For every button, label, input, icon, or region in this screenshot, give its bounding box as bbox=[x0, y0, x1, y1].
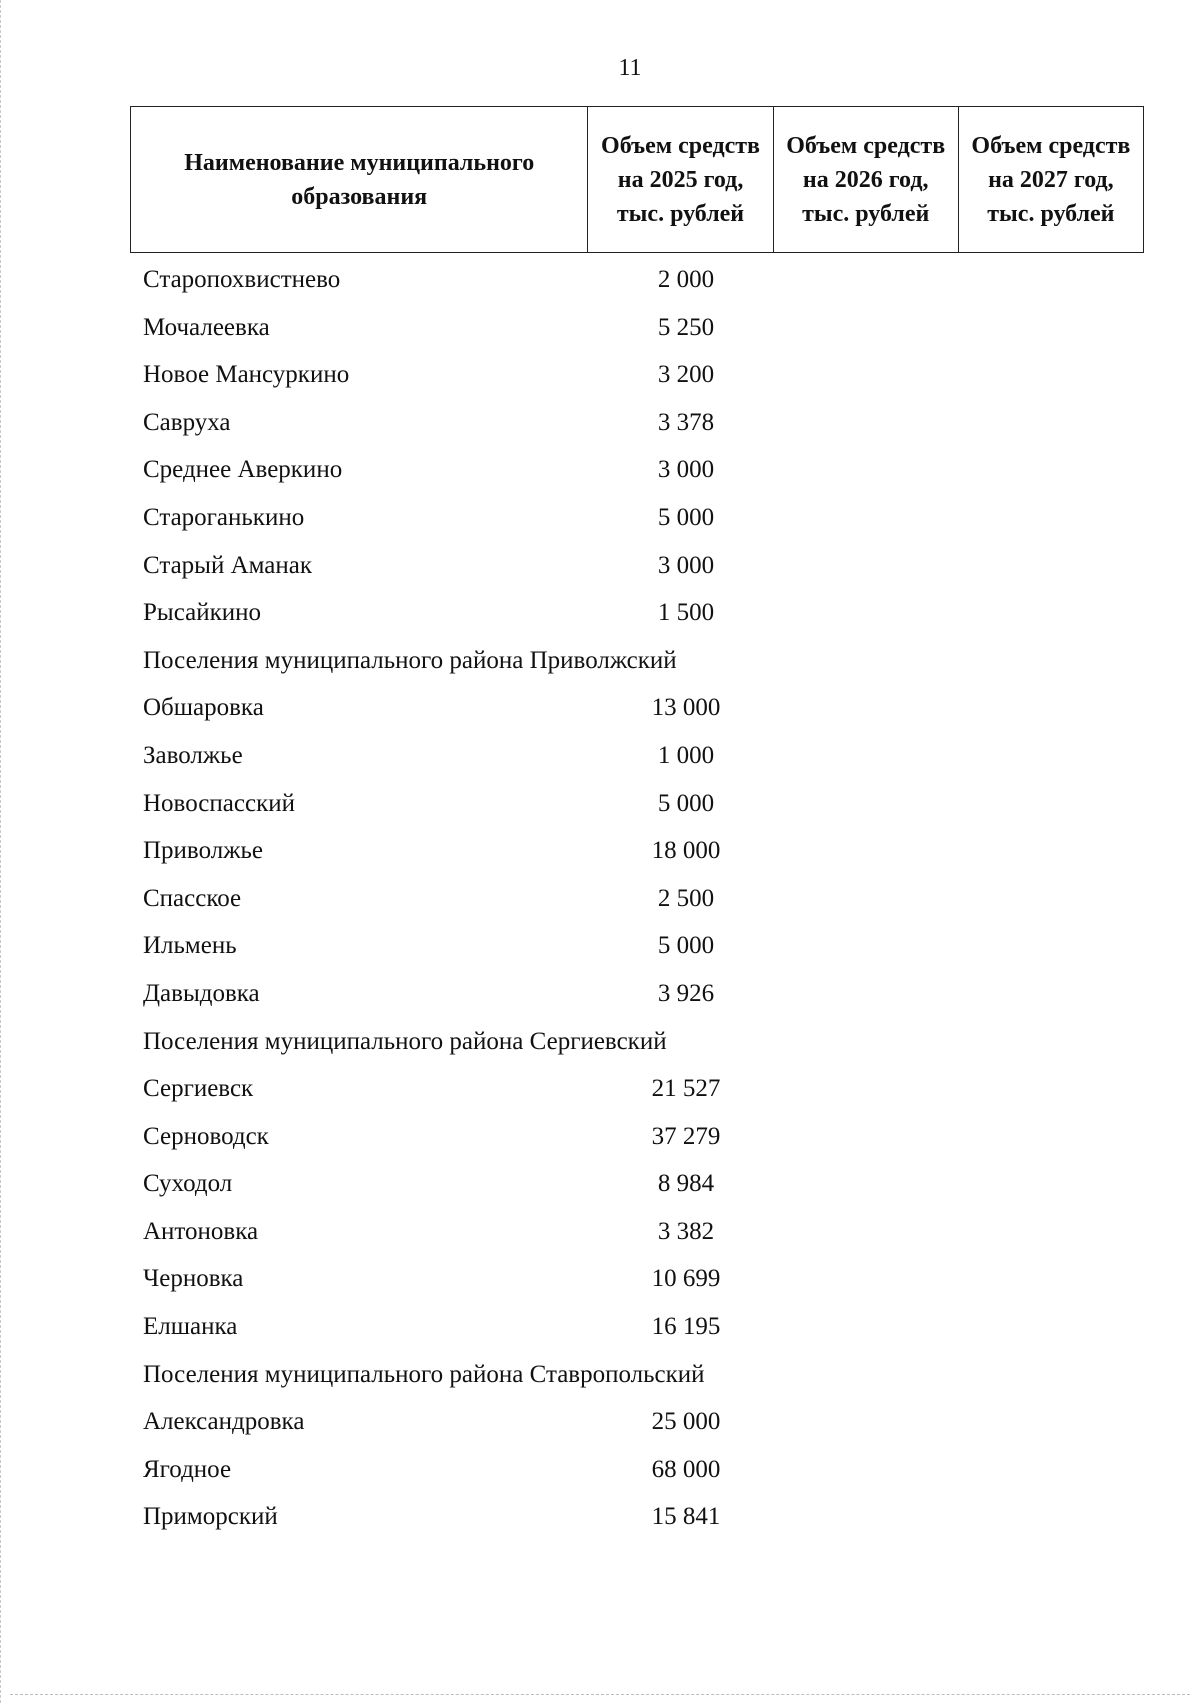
table-row bbox=[0, 827, 1200, 875]
amount-2025: 5 000 bbox=[657, 789, 715, 817]
amount-2025: 3 000 bbox=[657, 456, 715, 484]
amount-2025: 1 000 bbox=[657, 741, 715, 769]
municipality-name: Спасское bbox=[143, 884, 242, 912]
amount-2025: 5 000 bbox=[657, 932, 715, 960]
municipality-name: Черновка bbox=[143, 1265, 244, 1293]
municipality-name: Сергиевск bbox=[143, 1075, 254, 1103]
table-row bbox=[0, 494, 1200, 542]
amount-2025: 68 000 bbox=[651, 1455, 721, 1483]
municipality-name: Новое Мансуркино bbox=[143, 361, 350, 389]
municipality-name: Староганькино bbox=[143, 503, 305, 531]
amount-2025: 3 200 bbox=[657, 361, 715, 389]
amount-2025: 1 500 bbox=[657, 599, 715, 627]
table-row bbox=[0, 1065, 1200, 1113]
table-row bbox=[0, 1493, 1200, 1541]
amount-2025: 16 195 bbox=[651, 1313, 721, 1341]
table-row bbox=[0, 732, 1200, 780]
header-municipality-name: Наименование муниципального образования bbox=[131, 107, 588, 253]
amount-2025: 25 000 bbox=[651, 1408, 721, 1436]
table-row bbox=[0, 256, 1200, 304]
table-row bbox=[0, 1208, 1200, 1256]
header-amount-2025: Объем средств на 2025 год, тыс. рублей bbox=[588, 107, 773, 253]
table-row bbox=[0, 446, 1200, 494]
municipality-name: Серноводск bbox=[143, 1122, 269, 1150]
amount-2025: 21 527 bbox=[651, 1075, 721, 1103]
municipality-name: Давыдовка bbox=[143, 979, 260, 1007]
header-amount-2026: Объем средств на 2026 год, тыс. рублей bbox=[773, 107, 958, 253]
amount-2025: 18 000 bbox=[651, 837, 721, 865]
amount-2025: 10 699 bbox=[651, 1265, 721, 1293]
amount-2025: 3 000 bbox=[657, 551, 715, 579]
group-heading-row bbox=[0, 1351, 1200, 1399]
municipality-name: Антоновка bbox=[143, 1217, 259, 1245]
table-row bbox=[0, 875, 1200, 923]
municipality-name: Обшаровка bbox=[143, 694, 264, 722]
amount-2025: 3 382 bbox=[657, 1217, 715, 1245]
municipality-name: Приморский bbox=[143, 1503, 278, 1531]
table-row bbox=[0, 542, 1200, 590]
amount-2025: 15 841 bbox=[651, 1503, 721, 1531]
municipality-name: Савруха bbox=[143, 408, 231, 436]
municipality-name: Мочалеевка bbox=[143, 313, 270, 341]
amount-2025: 13 000 bbox=[651, 694, 721, 722]
table-body bbox=[0, 256, 1200, 1541]
municipality-name: Старый Аманак bbox=[143, 551, 313, 579]
amount-2025: 2 500 bbox=[657, 884, 715, 912]
table-row bbox=[0, 399, 1200, 447]
table-row bbox=[0, 684, 1200, 732]
group-heading: Поселения муниципального района Ставропольский bbox=[143, 1360, 705, 1388]
table-row bbox=[0, 780, 1200, 828]
amount-2025: 2 000 bbox=[657, 266, 715, 293]
table-header bbox=[130, 106, 1144, 253]
municipality-name: Заволжье bbox=[143, 741, 243, 769]
group-heading-row bbox=[0, 637, 1200, 685]
municipality-name: Александровка bbox=[143, 1408, 305, 1436]
municipality-name: Новоспасский bbox=[143, 789, 295, 817]
table-row bbox=[0, 304, 1200, 352]
table-row bbox=[0, 351, 1200, 399]
municipality-name: Приволжье bbox=[143, 837, 263, 865]
table-row bbox=[0, 1255, 1200, 1303]
group-heading: Поселения муниципального района Сергиевский bbox=[143, 1027, 667, 1055]
page-number: 11 bbox=[618, 55, 642, 81]
table-row bbox=[0, 1398, 1200, 1446]
table-row bbox=[0, 922, 1200, 970]
municipality-name: Старопохвистнево bbox=[143, 266, 341, 293]
scan-bottom-mark bbox=[10, 1694, 1190, 1695]
amount-2025: 5 000 bbox=[657, 503, 715, 531]
table-row bbox=[0, 589, 1200, 637]
table-row bbox=[0, 1160, 1200, 1208]
municipality-name: Ягодное bbox=[143, 1455, 232, 1483]
amount-2025: 5 250 bbox=[657, 313, 715, 341]
amount-2025: 8 984 bbox=[657, 1170, 715, 1198]
municipality-name: Елшанка bbox=[143, 1313, 238, 1341]
table-row bbox=[0, 970, 1200, 1018]
header-amount-2027: Объем средств на 2027 год, тыс. рублей bbox=[958, 107, 1143, 253]
municipality-name: Суходол bbox=[143, 1170, 233, 1198]
municipality-name: Рысайкино bbox=[143, 599, 261, 627]
amount-2025: 37 279 bbox=[651, 1122, 721, 1150]
group-heading-row bbox=[0, 1018, 1200, 1066]
group-heading: Поселения муниципального района Приволжский bbox=[143, 646, 677, 674]
table-row bbox=[0, 1113, 1200, 1161]
municipality-name: Среднее Аверкино bbox=[143, 456, 343, 484]
table-row bbox=[0, 1446, 1200, 1494]
table-row bbox=[0, 1303, 1200, 1351]
amount-2025: 3 926 bbox=[657, 979, 715, 1007]
municipality-name: Ильмень bbox=[143, 932, 237, 960]
amount-2025: 3 378 bbox=[657, 408, 715, 436]
